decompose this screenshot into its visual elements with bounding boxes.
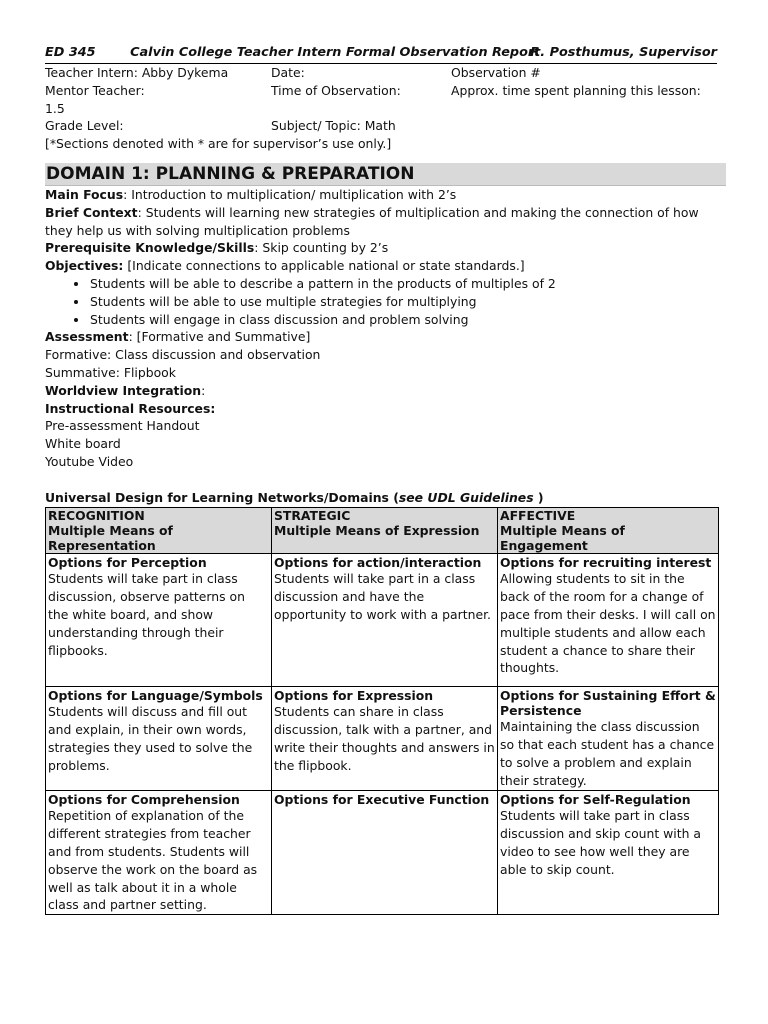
- main-focus-label: Main Focus: [45, 186, 124, 202]
- mentor-teacher: Mentor Teacher:: [45, 82, 145, 98]
- column-header-subtitle: Multiple Means of Engagement: [500, 522, 625, 554]
- observation-number: Observation #: [451, 65, 541, 80]
- assessment-label: Assessment: [45, 329, 129, 345]
- udl-header-row: [46, 507, 719, 554]
- table-cell: [498, 791, 719, 915]
- cell-body: Repetition of explanation of the different strategies from teacher and from students. Students will observe the work on the board as well as talk about it in a whole class and partner setting.: [48, 808, 258, 913]
- cell-title: Options for recruiting interest: [500, 555, 712, 571]
- column-header-strategic: [272, 507, 498, 554]
- prerequisite-skills: [45, 239, 717, 257]
- column-header-title: STRATEGIC: [274, 507, 351, 523]
- supervisor-name: R. Posthumus, Supervisor: [530, 45, 717, 60]
- column-header-affective: [498, 507, 719, 554]
- table-cell: [46, 687, 272, 791]
- main-focus: [45, 186, 717, 204]
- column-header-subtitle: Multiple Means of Representation: [48, 522, 173, 554]
- formative-assessment: Formative: Class discussion and observation: [45, 347, 321, 363]
- cell-body: Allowing students to sit in the back of the room for a change of pace from their desks. I will call on multiple students and allow each student a chance to share their thoughts.: [500, 571, 716, 676]
- grade-level: Grade Level:: [45, 118, 124, 134]
- cell-title: Options for Executive Function: [274, 792, 490, 808]
- cell-body: Maintaining the class discussion so that each student has a chance to solve a problem and explain their strategy.: [500, 719, 715, 788]
- main-focus-text: : Introduction to multiplication/ multiplication with 2’s: [123, 186, 457, 202]
- lesson-info: [45, 64, 717, 135]
- objective-item: • Students will be able to use multiple strategies for multiplying: [89, 293, 717, 311]
- cell-body: Students will take part in class discussion and skip count with a video to see how well they are able to skip count.: [500, 808, 701, 877]
- column-header-subtitle: Multiple Means of Expression: [274, 522, 480, 538]
- cell-body: Students will discuss and fill out and explain, in their own words, strategies they used to solve the problems.: [48, 704, 253, 773]
- report-header: [45, 44, 717, 62]
- objectives-list: [45, 275, 717, 328]
- assessment: [45, 328, 717, 346]
- resource-item: Pre-assessment Handout: [45, 418, 200, 434]
- planning-time-label: Approx. time spent planning this lesson:: [451, 82, 701, 98]
- cell-body: Students can share in class discussion, talk with a partner, and write their thoughts and answers in the flipbook.: [274, 704, 495, 773]
- brief-context-label: Brief Context: [45, 204, 138, 220]
- subject-topic: Subject/ Topic: Math: [271, 118, 396, 134]
- cell-title: Options for Sustaining Effort & Persistence: [500, 688, 716, 719]
- resource-item: Youtube Video: [45, 453, 134, 469]
- cell-title: Options for Perception: [48, 555, 207, 571]
- objective-item: • Students will be able to describe a pattern in the products of multiples of 2: [89, 275, 717, 293]
- worldview-integration: [45, 382, 717, 400]
- table-row: [46, 791, 719, 915]
- date-field: Date:: [271, 65, 305, 80]
- supervisor-note: [*Sections denoted with * are for supervisor’s use only.]: [45, 136, 392, 152]
- cell-title: Options for Language/Symbols: [48, 688, 263, 704]
- cell-title: Options for Self-Regulation: [500, 792, 691, 808]
- cell-body: Students will take part in a class discussion and have the opportunity to work with a partner.: [274, 571, 491, 623]
- table-cell: [272, 687, 498, 791]
- resource-item: White board: [45, 436, 121, 452]
- table-row: [46, 687, 719, 791]
- worldview-text: :: [201, 382, 206, 398]
- table-cell: [498, 554, 719, 687]
- brief-context-text: : Students will learning new strategies of multiplication and making the connection of how they help us with solving multiplication problems: [45, 204, 699, 238]
- cell-title: Options for Expression: [274, 688, 434, 704]
- course-code: ED 345: [45, 45, 96, 60]
- assessment-text: : [Formative and Summative]: [128, 329, 311, 345]
- teacher-intern: Teacher Intern: Abby Dykema: [45, 65, 229, 80]
- report-title: Calvin College Teacher Intern Formal Observation Report: [130, 45, 541, 60]
- udl-title: [45, 489, 717, 507]
- table-cell: [498, 687, 719, 791]
- objectives: [45, 257, 717, 275]
- table-cell: [272, 791, 498, 915]
- prerequisite-label: Prerequisite Knowledge/Skills: [45, 240, 255, 256]
- time-of-observation: Time of Observation:: [271, 82, 401, 98]
- objectives-label: Objectives:: [45, 258, 124, 274]
- summative-assessment: Summative: Flipbook: [45, 364, 176, 380]
- domain-heading: DOMAIN 1: PLANNING & PREPARATION: [45, 163, 726, 186]
- table-cell: [46, 791, 272, 915]
- cell-title: Options for Comprehension: [48, 792, 240, 808]
- udl-guidelines-link[interactable]: see UDL Guidelines: [398, 489, 534, 505]
- table-row: [46, 554, 719, 687]
- cell-title: Options for action/interaction: [274, 555, 482, 571]
- table-cell: [272, 554, 498, 687]
- column-header-title: RECOGNITION: [48, 507, 145, 523]
- table-cell: [46, 554, 272, 687]
- prerequisite-text: : Skip counting by 2’s: [254, 240, 389, 256]
- brief-context: [45, 204, 725, 240]
- objective-item: • Students will engage in class discussion and problem solving: [89, 311, 717, 329]
- worldview-label: Worldview Integration: [45, 382, 202, 398]
- udl-title-suffix: ): [533, 489, 544, 505]
- objectives-text: [Indicate connections to applicable national or state standards.]: [123, 258, 525, 274]
- column-header-title: AFFECTIVE: [500, 507, 576, 523]
- planning-time-value: 1.5: [45, 100, 65, 116]
- cell-body: Students will take part in class discussion, observe patterns on the white board, and show understanding through their flipbooks.: [48, 571, 245, 658]
- udl-title-prefix: Universal Design for Learning Networks/Domains (: [45, 489, 399, 505]
- column-header-recognition: [46, 507, 272, 554]
- resources-label: Instructional Resources:: [45, 400, 216, 416]
- udl-table: [45, 507, 719, 916]
- observation-report: [45, 44, 717, 915]
